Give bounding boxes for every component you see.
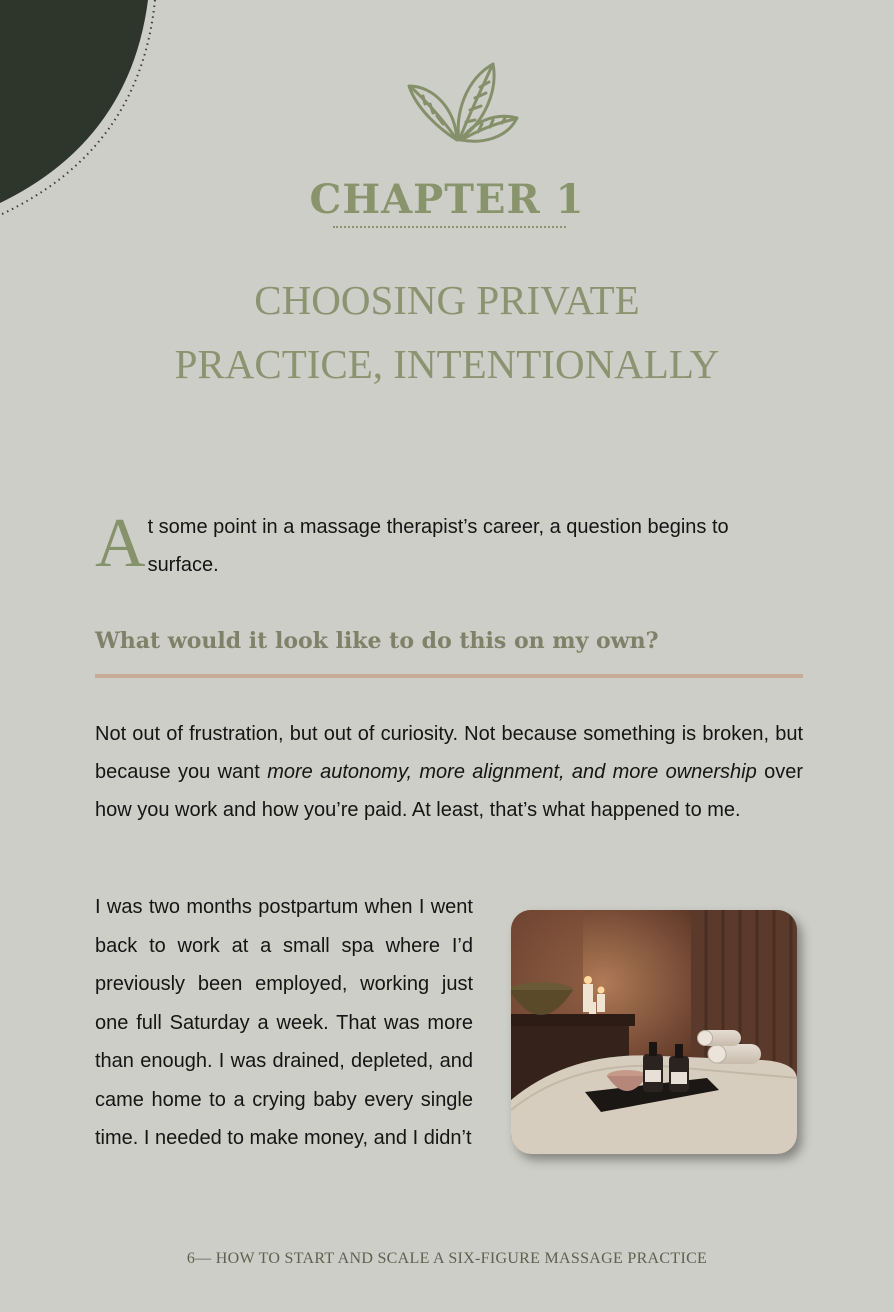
paragraph-1-text-end: over how you work and how you’re paid. At least, that’s what happened to me.: [95, 761, 804, 821]
spa-room-image: [511, 910, 797, 1154]
page-footer: 6— HOW TO START AND SCALE A SIX-FIGURE MASSAGE PRACTICE: [186, 1250, 708, 1267]
drop-cap: A: [95, 505, 146, 582]
body-paragraph-1: [95, 715, 803, 829]
paragraph-1-emphasis: more autonomy, more alignment, and more ownership: [267, 761, 757, 783]
chapter-title: [0, 268, 894, 396]
paragraph-1-text-start: Not out of frustration, but out of curiosity. Not because something is broken, but because you want: [95, 723, 803, 783]
intro-text: t some point in a massage therapist’s career, a question begins to surface.: [147, 516, 729, 576]
intro-paragraph: [95, 505, 803, 584]
chapter-divider: [333, 226, 566, 228]
subheading-divider: [95, 674, 803, 678]
chapter-title-line-1: CHOOSING PRIVATE: [254, 277, 640, 323]
body-paragraph-2: I was two months postpartum when I went back to work at a small spa where I’d previously been employed, working just one full Saturday a week. That was more than enough. I was drained, depleted, and came home to a crying baby every single time. I needed to make money, and I didn’t: [95, 896, 473, 1149]
section-subheading: What would it look like to do this on my own?: [95, 628, 659, 654]
leaf-icon: [403, 60, 521, 148]
chapter-title-line-2: PRACTICE, INTENTIONALLY: [174, 341, 720, 387]
chapter-number: CHAPTER 1: [309, 176, 585, 223]
